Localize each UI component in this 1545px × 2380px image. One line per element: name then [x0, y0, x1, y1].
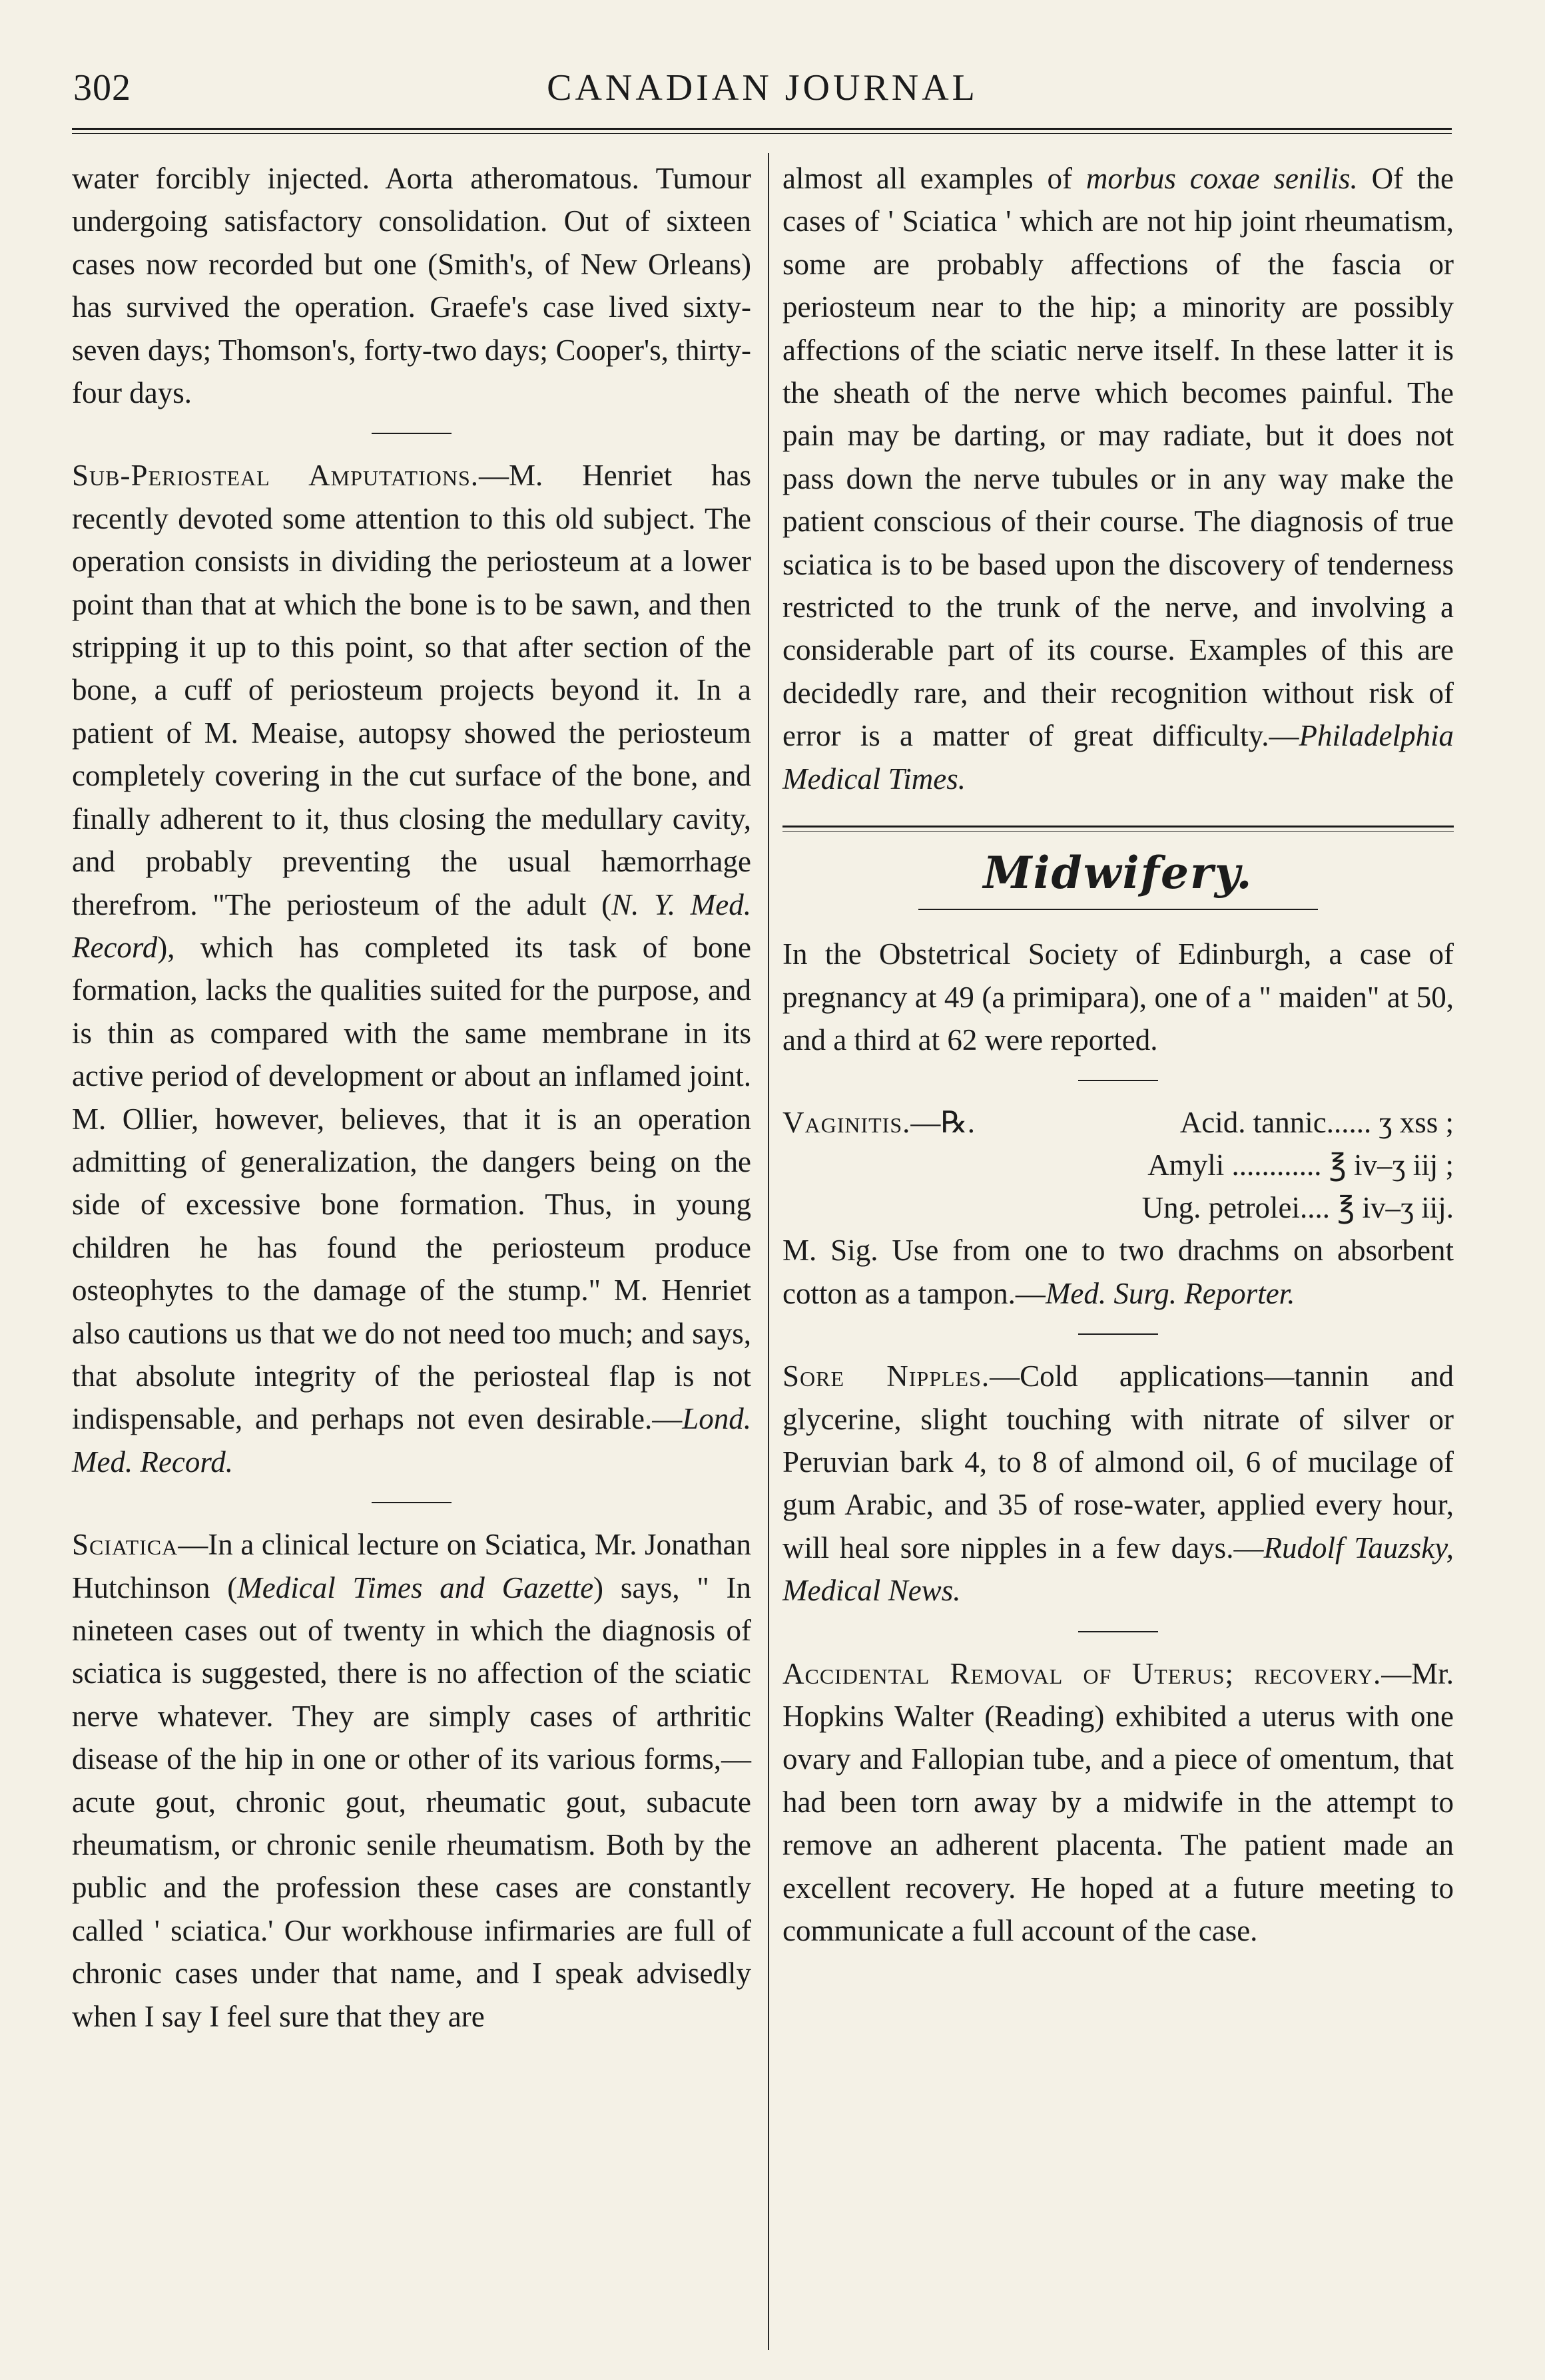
prescription-line: Amyli ............ ℥ iv–ʒ iij ;: [1147, 1148, 1454, 1182]
vaginitis-directions: [782, 1229, 1454, 1315]
subperiosteal-text-b: ), which has completed its task of bone formation, lacks the qualities suited for the purpose, and is thin as compared with the same membrane in its active period of development or about an inflamed joint. M. Ollier, however, believes, that it is an operation admitting of generalization, the dangers being on the side of excessive bone formation. Thus, in young children he has found the periosteum produce osteophytes to the damage of the stump." M. Henriet also cautions us that we do not need too much; and says, that absolute integrity of the periosteal flap is not indispensable, and perhaps not even desirable.—: [72, 930, 751, 1436]
uterus-removal-title: Accidental Removal of Uterus; recovery.: [782, 1656, 1382, 1690]
obstetrical-report: In the Obstetrical Society of Edinburgh, a case of pregnancy at 49 (a primipara), one of a " maiden" at 50, and a third at 62 were reported.: [782, 937, 1454, 1057]
subperiosteal-article: [72, 454, 751, 1483]
sciatica-text-b: ) says, " In nineteen cases out of twenty in which the diagnosis of sciatica is suggested, there is no affection of the sciatic nerve whatever. They are simply cases of arthritic disease of the hip in one or other of its various forms,—acute gout, chronic gout, rheumatic gout, subacute rheumatism, or chronic senile rheumatism. Both by the public and the profession these cases are constantly called ' sciatica.' Our workhouse infirmaries are full of chronic cases under that name, and I speak advisedly when I say I feel sure that they are: [72, 1570, 751, 2033]
left-column: [72, 157, 751, 2038]
sciatica-continuation: [782, 157, 1454, 800]
sciatica-cont-text-a: almost all examples of: [782, 162, 1086, 195]
subperiosteal-title: Sub-Periosteal Amputations.: [72, 459, 479, 493]
sore-nipples-article: [782, 1355, 1454, 1612]
section-separator: [1078, 1631, 1158, 1632]
vaginitis-prescription: [782, 1101, 1454, 1229]
vaginitis-source: Med. Surg. Reporter.: [1045, 1276, 1295, 1310]
sciatica-text-a: —In a clinical lecture on Sciatica, Mr. Jonathan Hutchinson (: [72, 1528, 751, 1604]
recipe-symbol: —℞.: [910, 1106, 975, 1140]
sciatica-cont-text-b: Of the cases of ' Sciatica ' which are not hip joint rheumatism, some are probably affections of the fascia or periosteum near to the hip; a minority are possibly affections of the sciatic nerve itself. In these latter it is the sheath of the nerve which becomes painful. The pain may be darting, or may radiate, but it does not pass down the nerve tubules or in any way make the patient conscious of their course. The diagnosis of true sciatica is to be based upon the discovery of tenderness restricted to the trunk of the nerve, and involving a considerable part of its course. Examples of this are decidedly rare, and their recognition without risk of error is a matter of great difficulty.—: [782, 162, 1454, 753]
aneurism-continuation: water forcibly injected. Aorta atheromatous. Tumour undergoing satisfactory consolidation. Out of sixteen cases now recorded but one (Smith's, of New Orleans) has survived the operation. Graefe's case lived sixty-seven days; Thomson's, forty-two days; Cooper's, thirty-four days.: [72, 162, 751, 410]
vaginitis-heading: [782, 1101, 975, 1144]
column-divider: [768, 153, 769, 2350]
section-title-rule: [918, 909, 1318, 910]
sciatica-title: Sciatica: [72, 1528, 178, 1562]
sore-nipples-source: Rudolf Tauzsky, Medical News.: [782, 1531, 1454, 1608]
page-number: 302: [73, 67, 131, 109]
sciatica-cont-term: morbus coxae senilis.: [1085, 162, 1358, 195]
section-title-midwifery: Midwifery.: [983, 847, 1253, 899]
sciatica-citation: Medical Times and Gazette: [237, 1570, 594, 1604]
prescription-line: Acid. tannic...... ʒ xss ;: [1179, 1106, 1454, 1140]
section-separator: [1078, 1333, 1158, 1335]
sciatica-article: [72, 1523, 751, 2038]
subperiosteal-text-a: —M. Henriet has recently devoted some attention to this old subject. The operation consists in dividing the periosteum at a lower point than that at which the bone is to be sawn, and then stripping it up to this point, so that after section of the bone, a cuff of periosteum projects beyond it. In a patient of M. Meaise, autopsy showed the periosteum completely covering in the cut surface of the bone, and finally adherent to it, thus closing the medullary cavity, and probably preventing the usual hæmorrhage therefrom. "The periosteum of the adult (: [72, 459, 751, 921]
section-double-rule: [782, 826, 1454, 832]
sore-nipples-text: —Cold applications—tannin and glycerine, slight touching with nitrate of silver or Peruvian bark 4, to 8 of almond oil, 6 of mucilage of gum Arabic, and 35 of rose-water, applied every hour, will heal sore nipples in a few days.—: [782, 1359, 1454, 1564]
right-column: [782, 157, 1454, 1952]
prescription-line: Ung. petrolei.... ℥ iv–ʒ iij.: [1141, 1191, 1454, 1225]
section-separator: [1078, 1080, 1158, 1081]
subperiosteal-citation: N. Y. Med. Record: [72, 887, 751, 964]
header-rule: [72, 128, 1452, 130]
sore-nipples-title: Sore Nipples.: [782, 1359, 990, 1393]
uterus-removal-text: —Mr. Hopkins Walter (Reading) exhibited a uterus with one ovary and Fallopian tube, and a piece of omentum, that had been torn away by a midwife in the attempt to remove an adherent placenta. The patient made an excellent recovery. He hoped at a future meeting to communicate a full account of the case.: [782, 1656, 1454, 1947]
subperiosteal-source: Lond. Med. Record.: [72, 1402, 751, 1479]
vaginitis-title: Vaginitis.: [782, 1106, 911, 1140]
page-header: [73, 61, 1452, 115]
uterus-removal-article: [782, 1652, 1454, 1953]
section-separator: [372, 433, 452, 434]
sciatica-source: Philadelphia Medical Times.: [782, 719, 1454, 796]
header-rule-thin: [72, 133, 1452, 134]
journal-title: CANADIAN JOURNAL: [547, 67, 978, 109]
vaginitis-sig: M. Sig. Use from one to two drachms on absorbent cotton as a tampon.—: [782, 1234, 1454, 1310]
section-separator: [372, 1502, 452, 1503]
